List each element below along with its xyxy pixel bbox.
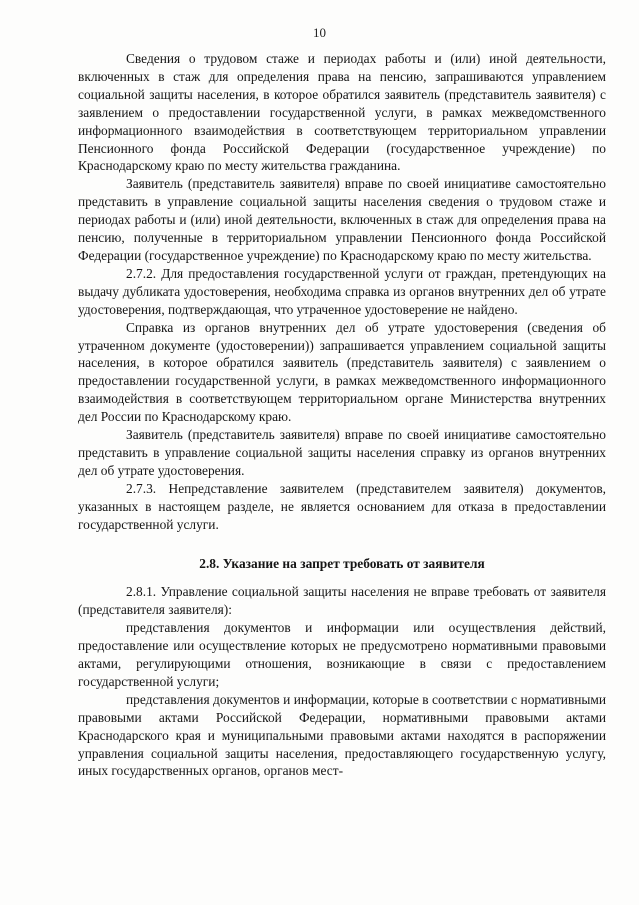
paragraph-pension-info-request: Сведения о трудовом стаже и периодах работы и (или) иной деятельности, включенных в стаж для определения права на пенсию, запрашиваются управлением социальной защиты населения, в которое обратился заявитель (представитель заявителя) с заявлением о предоставлении государственной услуги, в рамках межведомственного информационного взаимодействия в соответствующем территориальном управлении Пенсионного фонда Российской Федерации (государственное учреждение) по Краснодарскому краю по месту жительства гражданина.: [78, 51, 606, 174]
paragraph-police-certificate-request: Справка из органов внутренних дел об утрате удостоверения (сведения об утраченном документе (удостоверении)) запрашивается управлением социальной защиты населения, в которое обратился заявитель (представитель заявителя) с заявлением о предоставлении государственной услуги, в рамках межведомственного информационного взаимодействия в соответствующем территориальном органе Министерства внутренних дел России по Краснодарскому краю.: [78, 319, 606, 425]
list-item: представления документов и информации, которые в соответствии с нормативными правовыми актами Российской Федерации, нормативными правовыми актами Краснодарского края и муниципальными правовыми актами находятся в распоряжении управления социальной защиты населения, предоставляющего государственную услугу, иных государственных органов, органов мест-: [78, 691, 606, 779]
paragraph-2-8-1: 2.8.1. Управление социальной защиты населения не вправе требовать от заявителя (представителя заявителя):: [78, 584, 606, 618]
page-number: 10: [313, 25, 326, 40]
section-heading-2-8: 2.8. Указание на запрет требовать от заявителя: [199, 556, 485, 572]
paragraph-2-7-2: 2.7.2. Для предоставления государственной услуги от граждан, претендующих на выдачу дубликата удостоверения, необходима справка из органов внутренних дел об утрате удостоверения, подтверждающая, что утраченное удостоверение не найдено.: [78, 265, 606, 317]
paragraph-2-7-3: 2.7.3. Непредставление заявителем (представителем заявителя) документов, указанных в настоящем разделе, не является основанием для отказа в предоставлении государственной услуги.: [78, 480, 606, 532]
paragraph-police-certificate-self-submission: Заявитель (представитель заявителя) вправе по своей инициативе самостоятельно представить в управление социальной защиты населения справку из органов внутренних дел об утрате удостоверения.: [78, 427, 606, 478]
paragraph-pension-info-self-submission: Заявитель (представитель заявителя) вправе по своей инициативе самостоятельно представить в управление социальной защиты населения сведения о трудовом стаже и периодах работы и (или) иной деятельности, включенных в стаж для определения права на пенсию, полученные в территориальном управлении Пенсионного фонда Российской Федерации (государственное учреждение) по Краснодарскому краю по месту жительства.: [78, 176, 606, 263]
list-item: представления документов и информации или осуществления действий, предоставление или осуществление которых не предусмотрено нормативными правовыми актами, регулирующими отношения, возникающие в связи с предоставлением государственной услуги;: [78, 620, 606, 689]
document-body: [78, 50, 606, 780]
